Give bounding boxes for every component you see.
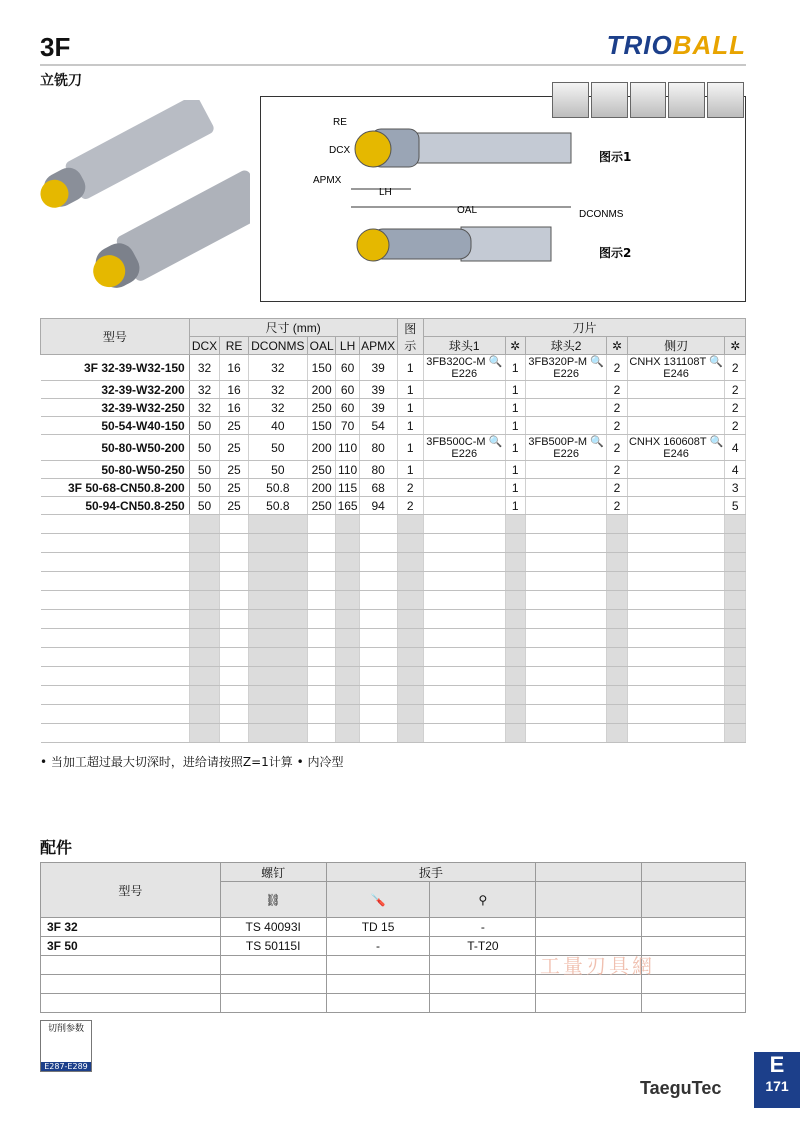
- dim-cell: 50.8: [248, 479, 307, 497]
- svg-text:APMX: APMX: [313, 175, 342, 186]
- fig-cell: 1: [397, 381, 423, 399]
- dim-cell: 16: [220, 381, 249, 399]
- svg-text:图示1: 图示1: [599, 150, 632, 164]
- model-cell: 3F 32-39-W32-150: [41, 355, 190, 381]
- col-ball2: 球头2: [525, 337, 606, 355]
- fig-cell: 1: [397, 461, 423, 479]
- qty-icon: ✲: [607, 337, 627, 355]
- dim-cell: 165: [337, 498, 358, 513]
- qty-cell: 3: [725, 479, 746, 497]
- trioball-logo: TRIOBALL: [606, 30, 746, 60]
- insert-cell: CNHX 131108T 🔍E246: [627, 355, 725, 381]
- model-cell: 50-94-CN50.8-250: [41, 497, 190, 515]
- insert-cell: [525, 381, 606, 399]
- col-lh: LH: [336, 337, 359, 355]
- qty-cell: 5: [725, 497, 746, 515]
- qty-cell: 2: [607, 479, 627, 497]
- col-oal: OAL: [307, 337, 336, 355]
- dim-cell: 39: [359, 355, 397, 381]
- dim-cell: 25: [220, 417, 249, 435]
- dim-cell: 40: [248, 417, 307, 435]
- table-row: [41, 399, 746, 417]
- screw-icon: ⛓: [220, 882, 326, 918]
- qty-cell: 1: [505, 417, 525, 435]
- model-cell: 32-39-W32-200: [41, 381, 190, 399]
- spec-table: [40, 318, 746, 743]
- qty-cell: 2: [607, 381, 627, 399]
- insert-cell: [627, 399, 725, 417]
- col-dconms: DCONMS: [248, 337, 307, 355]
- accessories-title: 配件: [40, 838, 73, 857]
- watermark: 工量刃具網: [540, 954, 655, 978]
- qty-cell: 1: [505, 479, 525, 497]
- col-insert: 刀片: [424, 319, 746, 337]
- dim-cell: 200: [307, 479, 336, 497]
- qty-cell: 2: [607, 355, 627, 381]
- dim-cell: 250: [307, 461, 336, 479]
- col-fig: 图示: [397, 319, 423, 355]
- dim-cell: 50: [189, 417, 220, 435]
- empty-row: [41, 591, 746, 610]
- acc-wrench2: -: [430, 918, 536, 937]
- insert-cell: [627, 417, 725, 435]
- svg-text:DCONMS: DCONMS: [579, 209, 624, 220]
- shoulder-icon: [630, 82, 667, 118]
- model-cell: 32-39-W32-250: [41, 399, 190, 417]
- page-subtitle: 立铣刀: [40, 73, 82, 89]
- insert-cell: [627, 381, 725, 399]
- empty-row: [41, 667, 746, 686]
- qty-cell: 2: [607, 399, 627, 417]
- acc-wrench2: T-T20: [430, 937, 536, 956]
- qty-cell: 2: [607, 461, 627, 479]
- empty-row: [41, 610, 746, 629]
- insert-cell: [627, 497, 725, 515]
- dim-cell: 60: [336, 381, 359, 399]
- dim-cell: 50.8: [248, 497, 307, 515]
- dim-cell: 25: [220, 497, 249, 515]
- insert-cell: [525, 461, 606, 479]
- svg-text:DCX: DCX: [329, 145, 351, 156]
- col-re: RE: [220, 337, 249, 355]
- insert-cell: [424, 461, 505, 479]
- dim-cell: 25: [220, 435, 249, 461]
- insert-cell: [525, 399, 606, 417]
- page-title: 3F: [40, 32, 71, 62]
- dim-cell: 25: [220, 479, 249, 497]
- qty-cell: 2: [607, 497, 627, 515]
- dim-cell: 39: [359, 381, 397, 399]
- insert-cell: 3FB500P-M 🔍E226: [525, 435, 606, 461]
- empty-row: [41, 724, 746, 743]
- insert-cell: [627, 479, 725, 497]
- dim-cell: 200: [307, 435, 336, 461]
- insert-cell: [424, 399, 505, 417]
- empty-row: [41, 534, 746, 553]
- qty-cell: 4: [725, 435, 746, 461]
- dim-cell: 39: [359, 399, 397, 417]
- dim-cell: 250: [307, 497, 336, 515]
- svg-text:LH: LH: [379, 187, 392, 198]
- table-row: [41, 497, 746, 515]
- dim-cell: 16: [220, 355, 249, 381]
- dim-cell: 110: [336, 435, 359, 461]
- dim-cell: 115: [336, 479, 359, 497]
- qty-cell: 1: [505, 435, 525, 461]
- dim-cell: 32: [248, 355, 307, 381]
- empty-row: [41, 515, 746, 534]
- dim-cell: 50: [248, 435, 307, 461]
- fig-cell: 2: [397, 497, 423, 515]
- t-wrench-icon: ⚲: [430, 882, 536, 918]
- insert-cell: [525, 497, 606, 515]
- brand-logo: TaeguTec: [640, 1078, 722, 1098]
- dim-cell: 150: [307, 417, 336, 435]
- dim-cell: 32: [189, 399, 220, 417]
- dim-cell: 50: [189, 461, 220, 479]
- table-row: [41, 479, 746, 497]
- table-row: [41, 355, 746, 381]
- svg-text:图示2: 图示2: [599, 246, 632, 260]
- dim-cell: 50: [248, 461, 307, 479]
- dim-cell: 94: [359, 497, 397, 515]
- fig-cell: 2: [397, 479, 423, 497]
- svg-text:RE: RE: [333, 117, 347, 128]
- model-cell: 50-80-W50-250: [41, 461, 190, 479]
- model-cell: 50-80-W50-200: [41, 435, 190, 461]
- insert-cell: [424, 497, 505, 515]
- dim-cell: 200: [307, 381, 336, 399]
- qty-cell: 1: [505, 381, 525, 399]
- table-row: [41, 461, 746, 479]
- acc-col-wrench: 扳手: [326, 863, 536, 882]
- fig-cell: 1: [397, 435, 423, 461]
- fig-cell: 1: [397, 355, 423, 381]
- dim-cell: 250: [307, 399, 336, 417]
- dim-cell: 60: [336, 399, 359, 417]
- empty-row: [41, 572, 746, 591]
- col-ball1: 球头1: [424, 337, 505, 355]
- dim-cell: 32: [248, 381, 307, 399]
- col-dcx: DCX: [189, 337, 220, 355]
- insert-cell: 3FB320P-M 🔍E226: [525, 355, 606, 381]
- acc-wrench1: -: [326, 937, 430, 956]
- qty-cell: 1: [505, 399, 525, 417]
- insert-cell: [525, 417, 606, 435]
- dim-cell: 68: [359, 479, 397, 497]
- empty-row: [41, 629, 746, 648]
- dim-cell: 60: [336, 355, 359, 381]
- insert-cell: [627, 461, 725, 479]
- qty-cell: 1: [505, 461, 525, 479]
- product-photo: [40, 100, 250, 300]
- acc-model: 3F 50: [41, 937, 221, 956]
- machining-icons: [552, 82, 744, 118]
- dim-cell: 32: [248, 399, 307, 417]
- qty-cell: 2: [725, 381, 746, 399]
- title-rule: [40, 64, 746, 66]
- dim-cell: 32: [189, 381, 220, 399]
- dim-cell: 80: [359, 435, 397, 461]
- dim-cell: 80: [359, 461, 397, 479]
- acc-screw: TS 50115I: [220, 937, 326, 956]
- qty-cell: 2: [725, 355, 746, 381]
- dim-cell: 32: [189, 355, 220, 381]
- face-milling-icon: [552, 82, 589, 118]
- dim-cell: 50: [189, 435, 220, 461]
- accessories-table: [40, 862, 746, 1013]
- acc-wrench1: TD 15: [326, 918, 430, 937]
- dim-cell: 54: [359, 417, 397, 435]
- table-row: [41, 417, 746, 435]
- insert-cell: [424, 479, 505, 497]
- profiling-icon: [707, 82, 744, 118]
- model-cell: 3F 50-68-CN50.8-200: [41, 479, 190, 497]
- insert-cell: [525, 479, 606, 497]
- qty-cell: 1: [505, 355, 525, 381]
- empty-row: [41, 705, 746, 724]
- acc-model: 3F 32: [41, 918, 221, 937]
- acc-screw: TS 40093I: [220, 918, 326, 937]
- cutting-params-link[interactable]: 切削参数 E287-E289: [40, 1020, 92, 1072]
- qty-cell: 4: [725, 461, 746, 479]
- dim-cell: 70: [336, 417, 359, 435]
- table-row: [41, 381, 746, 399]
- qty-cell: 2: [725, 399, 746, 417]
- screwdriver-icon: 🪛: [326, 882, 430, 918]
- acc-col-screw: 螺钉: [220, 863, 326, 882]
- dim-cell: 110: [336, 461, 359, 479]
- empty-row: [41, 686, 746, 705]
- qty-cell: 2: [607, 435, 627, 461]
- col-side: 侧刃: [627, 337, 725, 355]
- qty-icon: ✲: [505, 337, 525, 355]
- insert-cell: [424, 381, 505, 399]
- footnote: • 当加工超过最大切深时，进给请按照Z=1计算 • 内冷型: [40, 755, 344, 769]
- empty-row: [41, 553, 746, 572]
- dim-cell: 50: [189, 497, 220, 515]
- insert-cell: [424, 417, 505, 435]
- model-cell: 50-54-W40-150: [41, 417, 190, 435]
- plunge-icon: [668, 82, 705, 118]
- insert-cell: 3FB500C-M 🔍E226: [424, 435, 505, 461]
- insert-cell: CNHX 160608T 🔍E246: [628, 436, 724, 460]
- section-tag: E 171: [754, 1052, 800, 1108]
- acc-col-model: 型号: [41, 863, 221, 918]
- dim-cell: 16: [220, 399, 249, 417]
- qty-icon: ✲: [725, 337, 746, 355]
- empty-row: [41, 648, 746, 667]
- fig-cell: 1: [397, 417, 423, 435]
- dim-cell: 25: [220, 461, 249, 479]
- dim-cell: 50: [189, 479, 220, 497]
- dimension-diagram: [260, 96, 746, 302]
- table-row: [41, 435, 746, 461]
- col-apmx: APMX: [361, 338, 396, 353]
- qty-cell: 2: [725, 417, 746, 435]
- dim-cell: 150: [307, 355, 336, 381]
- insert-cell: 3FB320C-M 🔍E226: [424, 355, 505, 381]
- fig-cell: 1: [397, 399, 423, 417]
- svg-text:OAL: OAL: [457, 205, 478, 216]
- col-model: 型号: [41, 319, 190, 355]
- qty-cell: 1: [505, 497, 525, 515]
- qty-cell: 2: [607, 417, 627, 435]
- col-dims: 尺寸 (mm): [189, 319, 397, 337]
- slotting-icon: [591, 82, 628, 118]
